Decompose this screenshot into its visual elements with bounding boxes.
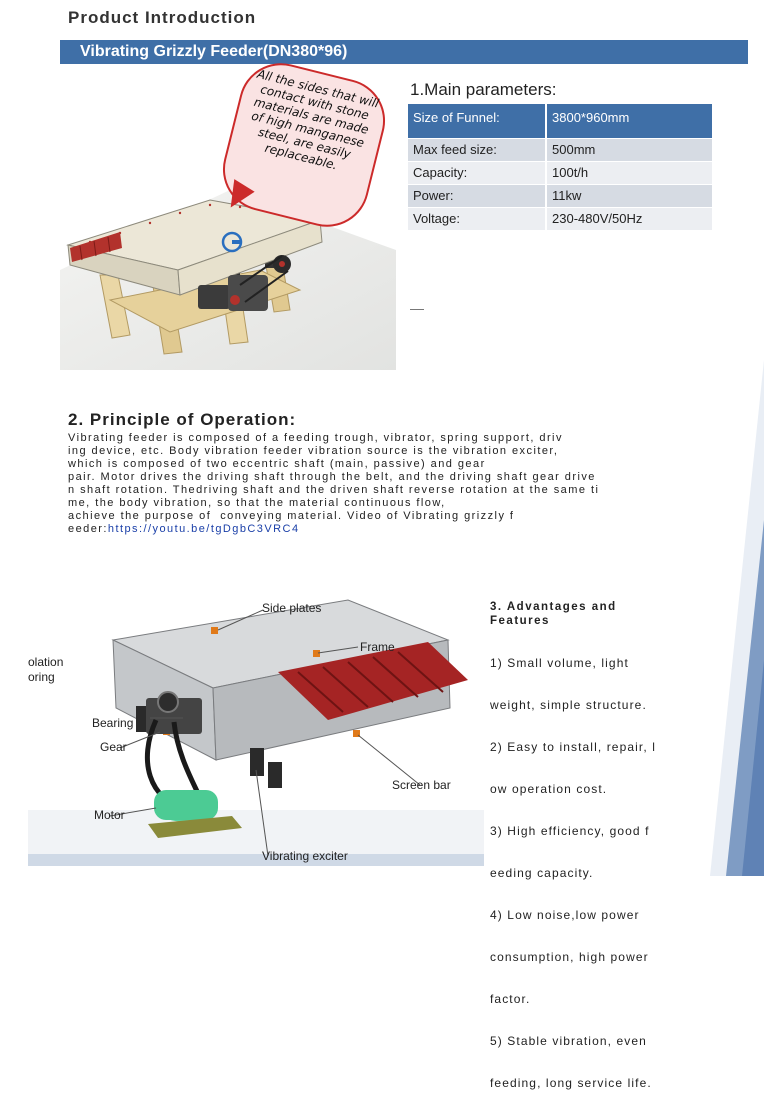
label-side-plates: Side plates (262, 601, 322, 615)
parameters-title: 1.Main parameters: (410, 80, 557, 99)
list-item: 2) Easy to install, repair, l (490, 740, 656, 754)
product-title-bar (60, 40, 748, 64)
principle-text (68, 432, 728, 536)
list-item: 3) High efficiency, good f (490, 824, 650, 838)
divider (410, 309, 424, 310)
principle-line: pair. Motor drives the driving shaft through the belt, and the driving shaft gear drive (68, 471, 596, 483)
list-item: 1) Small volume, light (490, 656, 629, 670)
product-name: Vibrating Grizzly Feeder(DN380*96) (80, 43, 348, 60)
features-title-line: Features (490, 615, 550, 627)
video-link[interactable]: https://youtu.be/tgDgbC3VRC4 (107, 523, 300, 535)
label-gear: Gear (100, 740, 127, 754)
table-row (408, 104, 712, 138)
param-label: Size of Funnel: (408, 104, 546, 138)
list-item: factor. (490, 992, 531, 1006)
param-label: Capacity: (408, 161, 546, 184)
label-frame: Frame (360, 640, 395, 654)
principle-line: n shaft rotation. Thedriving shaft and the driven shaft reverse rotation at the same ti (68, 484, 600, 496)
callout-text: All the sides that will contact with stone materials are made of high manganese steel, are easily replaceable. (250, 66, 381, 173)
label-isolation: olation (28, 655, 64, 669)
principle-line: which is composed of two eccentric shaft (main, passive) and gear (68, 458, 486, 470)
param-label: Power: (408, 184, 546, 207)
principle-line-with-link (68, 523, 728, 536)
param-value: 3800*960mm (546, 104, 712, 138)
principle-line: achieve the purpose of conveying material. Video of Vibrating grizzly f (68, 510, 515, 522)
table-row (408, 138, 712, 161)
decorative-stripe (700, 360, 764, 876)
list-item: eeding capacity. (490, 866, 594, 880)
label-spring: oring (28, 670, 55, 684)
principle-line: Vibrating feeder is composed of a feeding trough, vibrator, spring support, driv (68, 432, 563, 444)
features-title-line: 3. Advantages and (490, 601, 617, 613)
label-motor: Motor (94, 808, 125, 822)
label-screen-bar: Screen bar (392, 778, 451, 792)
list-item: 4) Low noise,low power (490, 908, 640, 922)
parameters-table (408, 104, 712, 231)
param-label: Voltage: (408, 207, 546, 230)
principle-line: eeder: (68, 523, 108, 535)
table-row (408, 184, 712, 207)
label-bearing: Bearing (92, 716, 134, 730)
list-item: consumption, high power (490, 950, 649, 964)
page-title: Product Introduction (68, 8, 257, 27)
principle-line: ing device, etc. Body vibration feeder vibration source is the vibration exciter, (68, 445, 559, 457)
param-value: 230-480V/50Hz (546, 207, 712, 230)
features-title (490, 600, 690, 628)
list-item: ow operation cost. (490, 782, 608, 796)
principle-title: 2. Principle of Operation: (68, 410, 297, 429)
param-label: Max feed size: (408, 138, 546, 161)
table-row (408, 207, 712, 230)
principle-line: me, the body vibration, so that the material continuous flow, (68, 497, 446, 509)
list-item: feeding, long service life. (490, 1076, 652, 1090)
features-list (490, 628, 656, 1104)
list-item: 5) Stable vibration, even (490, 1034, 647, 1048)
param-value: 100t/h (546, 161, 712, 184)
table-row (408, 161, 712, 184)
param-value: 11kw (546, 184, 712, 207)
param-value: 500mm (546, 138, 712, 161)
label-vibrating-exciter: Vibrating exciter (262, 849, 348, 863)
list-item: weight, simple structure. (490, 698, 647, 712)
